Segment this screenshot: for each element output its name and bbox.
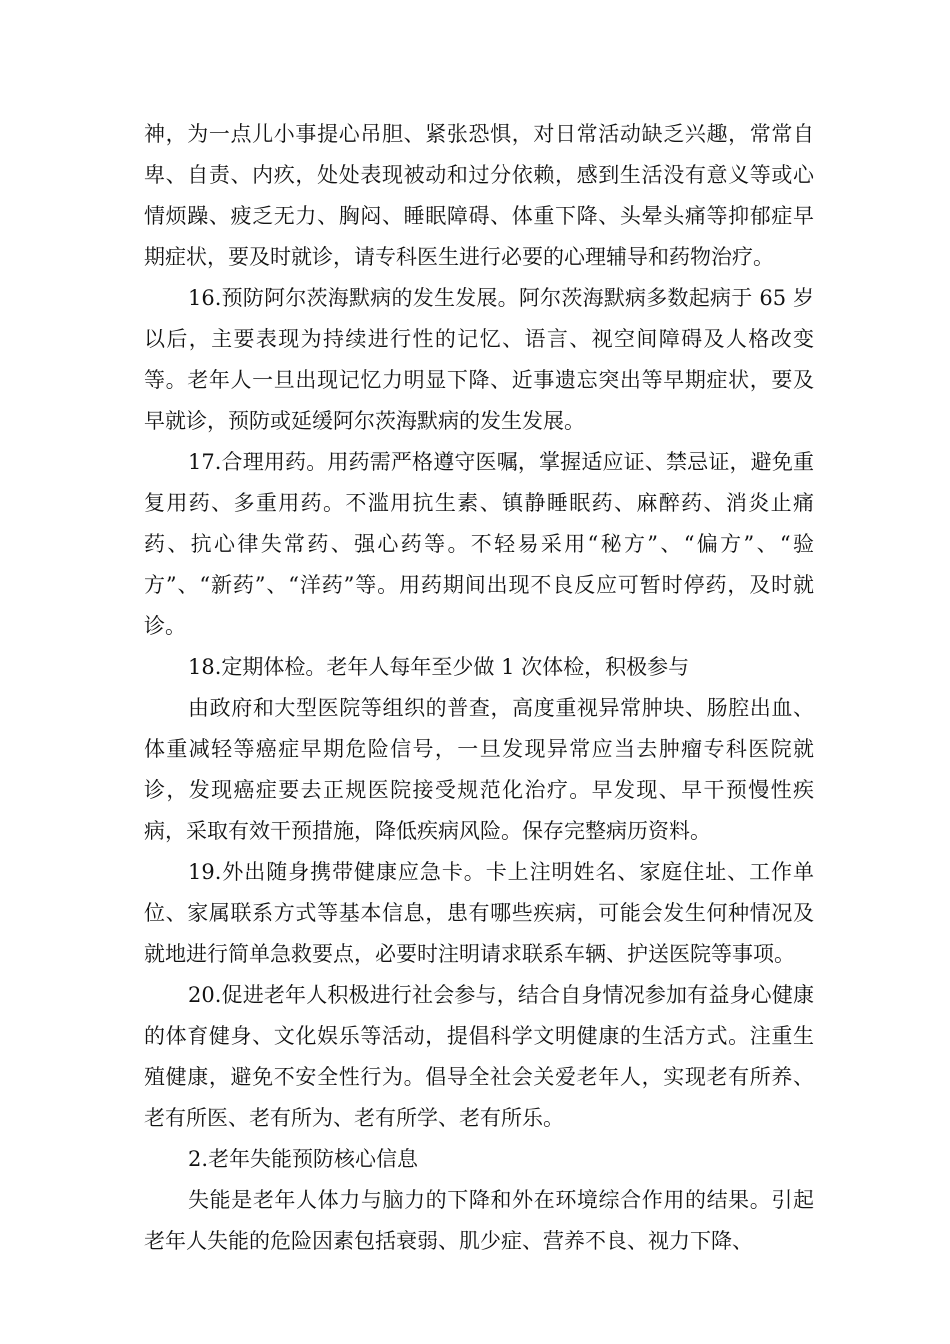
paragraph-item-17: 17.合理用药。用药需严格遵守医嘱，掌握适应证、禁忌证，避免重复用药、多重用药。不滥用抗生素、镇静睡眠药、麻醉药、消炎止痛药、抗心律失常药、强心药等。不轻易采用“秘方”、“偏方”、“验方”、“新药”、“洋药”等。用药期间出现不良反应可暂时停药，及时就诊。: [144, 450, 814, 638]
paragraph-item-19: 19.外出随身携带健康应急卡。卡上注明姓名、家庭住址、工作单位、家属联系方式等基本信息，患有哪些疾病，可能会发生何种情况及就地进行简单急救要点，必要时注明请求联系车辆、护送医院等事项。: [144, 860, 814, 966]
section-heading-disability-prevention: 2.老年失能预防核心信息: [188, 1147, 419, 1171]
paragraph-item-20: 20.促进老年人积极进行社会参与，结合自身情况参加有益身心健康的体育健身、文化娱乐等活动，提倡科学文明健康的生活方式。注重生殖健康，避免不安全性行为。倡导全社会关爱老年人，实现老有所养、老有所医、老有所为、老有所学、老有所乐。: [144, 983, 814, 1130]
paragraph-item-18-body: 由政府和大型医院等组织的普查，高度重视异常肿块、肠腔出血、体重减轻等癌症早期危险信号，一旦发现异常应当去肿瘤专科医院就诊，发现癌症要去正规医院接受规范化治疗。早发现、早干预慢性疾病，采取有效干预措施，降低疾病风险。保存完整病历资料。: [144, 696, 814, 843]
paragraph-depression-continued: 神，为一点儿小事提心吊胆、紧张恐惧，对日常活动缺乏兴趣，常常自卑、自责、内疚，处处表现被动和过分依赖，感到生活没有意义等或心情烦躁、疲乏无力、胸闷、睡眠障碍、体重下降、头晕头痛等抑郁症早期症状，要及时就诊，请专科医生进行必要的心理辅导和药物治疗。: [144, 122, 814, 269]
paragraph-item-18-heading: 18.定期体检。老年人每年至少做 1 次体检，积极参与: [188, 655, 690, 679]
paragraph-disability-intro: 失能是老年人体力与脑力的下降和外在环境综合作用的结果。引起老年人失能的危险因素包括衰弱、肌少症、营养不良、视力下降、: [144, 1188, 814, 1253]
paragraph-item-16: 16.预防阿尔茨海默病的发生发展。阿尔茨海默病多数起病于 65 岁以后，主要表现为持续进行性的记忆、语言、视空间障碍及人格改变等。老年人一旦出现记忆力明显下降、近事遗忘突出等早期症状，要及早就诊，预防或延缓阿尔茨海默病的发生发展。: [144, 286, 814, 433]
document-body: [144, 114, 814, 1262]
